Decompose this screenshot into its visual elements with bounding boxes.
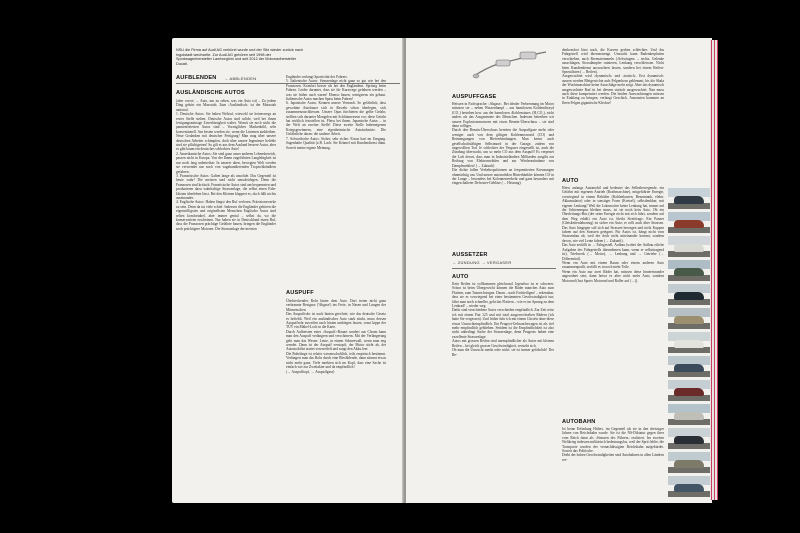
photo-car — [674, 460, 704, 468]
column-autobahn: Ist keine Erfindung Hitlers, im Gegenteil als sie in den dreissiger Jahren von Reichsbahn wurde. Sie ist die NS-Diktatur gegen ihrer vom Reich dann als ›Strassen des Führers‹ realisiert. Im zweiten Weltkrieg indessen militärisch bedeutungslos, weil der Sprit fehlte; die Transporte wurden der vernachlässigten Reichsbahn aufgebürdet. Soweit das Politische. Dreht der hohen Geschwindigkeiten sind Autobahnen in allen Ländern we- — [562, 427, 664, 462]
photo-car — [674, 340, 704, 348]
car-photo — [668, 452, 710, 473]
photo-car — [674, 412, 704, 420]
car-photo — [668, 428, 710, 449]
car-photo — [668, 284, 710, 305]
ref-zuendung-vergaser: → ZÜNDUNG → VERGASER — [452, 260, 512, 265]
photo-car — [674, 292, 704, 300]
photo-car — [674, 196, 704, 204]
car-photo — [668, 188, 710, 209]
intro-paragraph: NSU die Firma auf Audi AG verkürzt wurde und der Sitz wieder zurück nach Ingolstadt wechselte. Zur Audi AG gehören seit 1998 der Sportwagenhersteller Lamborghini und seit 2012 der Motorradhersteller Ducati. — [176, 48, 304, 66]
car-photo — [668, 236, 710, 257]
heading-autobahn: AUTOBAHN — [562, 419, 596, 425]
right-page — [406, 38, 712, 503]
column-auspuff: Übelriechendes Rohr hinter dem Auto. Dort treten nicht ganz verbrannte Restgase ('Abgase') ins Freie, in Nasen und Lungen der Mitmenschen. Das Auspuffrohr ist nach hinten gerichtet, wie das deutsche Gesetz es befiehlt. Weil ein ausländisches Auto stark stinkt, muss dessen Auspuffrohr zuweilen nach hinten umbiegen lassen, sonst kippe der TÜV ein Mäkel-Loch in die Karte. Durch Aufbersten einer ›Auspuff‹-Bauart sondert aus Chrom kann man den Auspuff verlängern und verschönern. Mit der Verlängerung geht man das Wesen: Leute, in einem Schneewall, wenn man eng wendet. Dann ist der Auspuff verstopft, der Motor stirbt ab, der Automobilist startet verzweifelt und saugt den Akku leer. Die Rohrlänge ist relativ wissenschaftlich, teils empirisch bestimmt. Verlängert man das Rohr durch eine Blechblende, dann stimmt etwas nicht mehr ganz. Viele merkten sich im Kopf, dass eine Sache ist einfach wie zur Zweitakter und da empfindlich! (→ Auspufftopf, → Auspuffgase) — [286, 299, 386, 374]
column-auslaendische-autos: (aber vorrot → Auto, um zu sehen, was ein Auto ist) – Zu jedem Ding gehört ein Massstab. Zum ›Ausländisch‹ ist der Massstab national. 1. Deutsche Autos: Sie haben Weltruf, wiewohl sie keineswegs an erster Stelle stehen. Deutsche Autos sind solide, weil bei ihnen fertigungsmässige Zuverlässigkeit waltet. Womit sie noch nicht die pannenfreiesten Autos sind – Vorzügliches Markenbild, sehr konventionell. Am besten werden sie, wenn die Linienen ausbleiben. Neue Gedanken mit deutscher Fertigung! Man mag über unsere deutschen Arbeiter schimpfen, doch über unsere Ingenieure befehle sind sie pflichtgetreu! So gilt es aus dem Ausland bessere Autos, aber es gibt kaum ein deutsches schlechtes Auto! 2. Amerikanische Autos: Sie sind ganz unser anderen Lebensbereich, passen nicht in Europa. Von der Ihnen zugeführten Langlebigkeit ist nur noch lang unbeirrtbar. In unserer alten, bewegten Welt werden sie verwendet nur noch von vagabundierenden Tropischhändlern gefahren. 3. Französische Autos: Galten lange als unsolide. Das Gegenteil ist heute wahr! Die meisten sind nicht umsoleidegen. Denn die Franzosen sind kritisch. Französische Autos sind am bequemsten und produzieren dazu wahrhaftige Strassenlage, die selbst einen Fahr-Idioten überleben lässt. Bei den Kleinen klappert es, doch fällt nichts auseinander. 4. Englische Autos: Haben längst den Ruf verloren, Präzisionswerke zu sein. Denn da tut viele schief. Indessen die Engländer gehören die eigenwilligsten und originellsten Menschen Englische Autos sind selten komfortabel, aber immer genial – selbst da, wo die konservativen erscheinen. Nur haben sie in Deutschland einen Ruf, dass die Franzosen prächtige Gefährte bauen, bringen die Engländer noch prächtigere Motoren. Die Strassenlage der meisten — [176, 99, 276, 231]
car-photo — [668, 332, 710, 353]
heading-auto: AUTO — [562, 178, 579, 184]
car-photo — [668, 260, 710, 281]
left-page — [172, 38, 404, 503]
photo-car — [674, 484, 704, 492]
photo-car — [674, 220, 704, 228]
heading-aufblenden: AUFBLENDEN — [176, 75, 217, 81]
car-photo — [668, 308, 710, 329]
column-auto: Hiess anfangs Automobil und bedeutet das Selbstbewegende, ein Gefährt mit eigenem Antrieb (Kraftmaschine), mitgeführter Energie, vorwiegend in einem Behälter (Kohlenkasten, Benzintank, elektr. Akkumulator) oder in sonstiger Form (Kreisel), selbstlenkbar, mit eigener Lenkung! Weil die Lokomotive keine Lenkung hat, immer auf der Schienenspur bleiben muss, ist sie noch kein Auto. Ob ein Oberleitungs-Bus (der seine Energie nicht mit sich führt, sondern auf dem Weg erhält) ein Auto ist, bleibt Streitfrage. Ein Panzer (Gleiskettenfahrzeug) ist sicher ein Auto; er rollt auch über Strassen. Das Auto hingegen soll sich auf Strassen bewegen und nicht Kuppen fahren auf den Strassen geeignet. Für Autos ist, hängt nicht vom Strassenbau ab, weil der doch nicht miteinander kommt, sondern davon, wie viel Leute fahren (→ Zukunft). Das Auto zerfällt in → Fahrgestell, Aufbau (wobei der Aufbau etliche Aufgaben des Fahrgestells übernehmen kann, wenn er selbsttragend ist), Triebwerk (→ Motor), → Lenkung und → Getriebe (→ Differential). Wenn ein Auto mit einem Baum oder einem anderen Auto zusammenprallt, zerfällt es in noch mehr Teile. Wenn ein Auto nur zwei Räder hat, müssen diese hintereinander angeordnet sein; dann heisst es aber nicht mehr Auto, sondern Motorrad (fast Sports Motorrad und Roller auf (→)). — [562, 186, 664, 283]
heading-auslaendische-autos: AUSLÄNDISCHE AUTOS — [176, 90, 245, 96]
ref-abblenden: → ABBLENDEN — [224, 76, 257, 81]
car-photo — [668, 476, 710, 497]
photo-car — [674, 316, 704, 324]
car-photo — [668, 356, 710, 377]
divider — [452, 268, 556, 269]
car-photo — [668, 212, 710, 233]
car-photo — [668, 404, 710, 425]
heading-auspuffgase: AUSPUFFGASE — [452, 94, 497, 100]
photo-car — [674, 244, 704, 252]
heading-aussetzer: AUSSETZER — [452, 252, 488, 258]
photo-car — [674, 364, 704, 372]
page-edge — [710, 40, 718, 500]
photo-car — [674, 268, 704, 276]
heading-auswuchten: AUTO — [452, 274, 469, 280]
column-auslaendische-autos-cont: Engländer verlangt Sportivität des Fahrers. 5. Italienische Autos: Strassenlage nicht ganz so gut wie bei den Franzosen. Komfort besser als bei den Engländern. Spritzig beim Fahren. Leider darunter, dass sie für Kurzwege gefahren werden – was sie früher auch waren! Ebenso bauen; wenigstens ein gebaut. Italienische Autos machen Spass beim Fahren! 6. Japanische Autos: Kennen unsere Vernunft. So gefährlich, dass gewohnte Autobauer sich in Abwehr schon überlegen, sich zusammenzuschliessen. Unsere Opas fürchteten die gelbe Gefahr, stellten sich darunter Mongolen mit Schlitzmessern vor; diese Gefahr hat wirklich feststellen ist. Fleiss bei ihnen. Japanische Autos ... in der Welt an zweiter Stelle! Diese zweite Stelle habeneigenen Kriegsgewinnern, eine eigenheimische Autoindustrie. Die Gefährliche daran: die saubere Arbeit. 7. Schwedische Autos: Sicher, sehr sicher. Etwas hart im Umgang. Sagenhafte Qualität (z.B. Lack: Sie Krümel mit Kundendienst dünn. Soweit meine eigene Meinung. — [286, 75, 386, 150]
heading-auspuff: AUSPUFF — [286, 290, 314, 296]
column-auspuffgase: Heissen in Fachsprache: ›Abgase‹. Bei idealer Verbrennung im Motor müssten sie – neben Wasserdampf – aus harmlosem Kohlendioxyd (CO₂) bestehen bzw. aus der harmlosen ›Kohlensäure‹ (H₂CO₃), nicht anders als das Ausgeatmete des Menschen. Indessen betreiben wir unsere Explosionsmotoren mit etwas Benzin-Überschuss – sie sind dann williger. Durch den Benzin-Überschuss bereiten die Auspuffgase mehr oder weniger auch von dem giftigen Kohlenmonoxid (CO) und Beimengungen von Bleiverbindungen. Man kennt auch gesellschaftsfähigen Selbstmord in der Garage, zudem von ungewollten Tod. Je schlechter der Vergaser eingestellt ist, auch die Zündung überwacht, um so mehr CO aus dem Auspuff! Es verpestet die Luft derart, dass man in Industrieländern Milliarden ausgibt zur Reifung von Elektromobilen und zur Wiederaufnahme von Dampfmobilen! (→ Zukunft) Die dichte fallen Verkehrspulsionen an frequentierten Kreuzungen ohnmächtig um. Und unsere automobilen Hinterbänkler können CO in der Lunge – besonders bei Kolonnenverkehr und ganz besonders mit eingeschalteter Defroster-Gebläse (→ Heizung). — [452, 102, 554, 186]
photo-car — [674, 388, 704, 396]
photo-car — [674, 436, 704, 444]
car-photo — [668, 380, 710, 401]
column-auswuchten: Kein Reifen ist vollkommen gleichrund. Irgendwo ist er schwerer. Schon ist beim Übergewicht können die Räder manches Auto zum Flattern, zum Tanzen bringen. Daran – nach Fachteiligen! – erkennbar, dass sie es vorwiegend bei einer bestimmten Geschwindigkeit tun; fährt man noch schneller, geht das Flattern – wie es im Sprung zu dem Lenkrad! – wieder weg. Dafür sind verschiedene Autos verschieden empfindlich. Zur Zeit reise ich mit einem Fiat 125 und mit total ausgewechselten Rädern (ich hatte Sie vergessen). Und früher fuhr ich mit einem Citroën ohne diese etwas Unwuchtempfindlich. Ein Peugeot-Gebrauchswagen ist als viel mehr empfindlich geblieben. Seitdem ist die Empfindlichkeit ist also nicht unbedingt Sache der Strassenlage, denn Peugeots haben eine exzellente Strassenlage. Autos mit grossen Reifen sind unempfindlicher als Autos mit kleinen Reifen – bei gleich grosser Geschwindigkeit, versteht sich. Ob man die Unwucht merkt oder nicht: sie ist immer gefährlich! Der Be- — [452, 282, 554, 357]
exhaust-illustration — [470, 46, 550, 82]
column-auswuchten-cont: denkomfort lässt nach, die Kurven gerben schlechter. Und das Fahrgestell wird überanstrengt. Unwucht kann Radenkerplatten verschieben, auch Bremstrommeln (›Schwingen‹ – rechts, Gelenke ausschlagen, Stossdämpfer ruinieren, Lenkung verschleissen. Nicht beim Kundendienst auswuchten lassen, sondern bei einem Reifen-Spezialisten (→ Reifen). Ausgewuchtet wird ›dynamisch‹ und ›statisch‹. Erst dynamisch: aussen werden Bleigewichte aufs Felgenhorn geklemmt, bis die Skala der Wuchtmaschine keine Ausschläge mehr zeigt. Aber das dynamisch ausgewuchtete Rad ist bei diesem statisch ausgewuchtet. Nun muss auch diese kompensiert werden. Die beiden Auswuchtungen müssen in Einklang zu bringen, verlangt Geschick. Ansonsten kommen an Ihren Felgen gigantische Kleckse! — [562, 48, 664, 105]
